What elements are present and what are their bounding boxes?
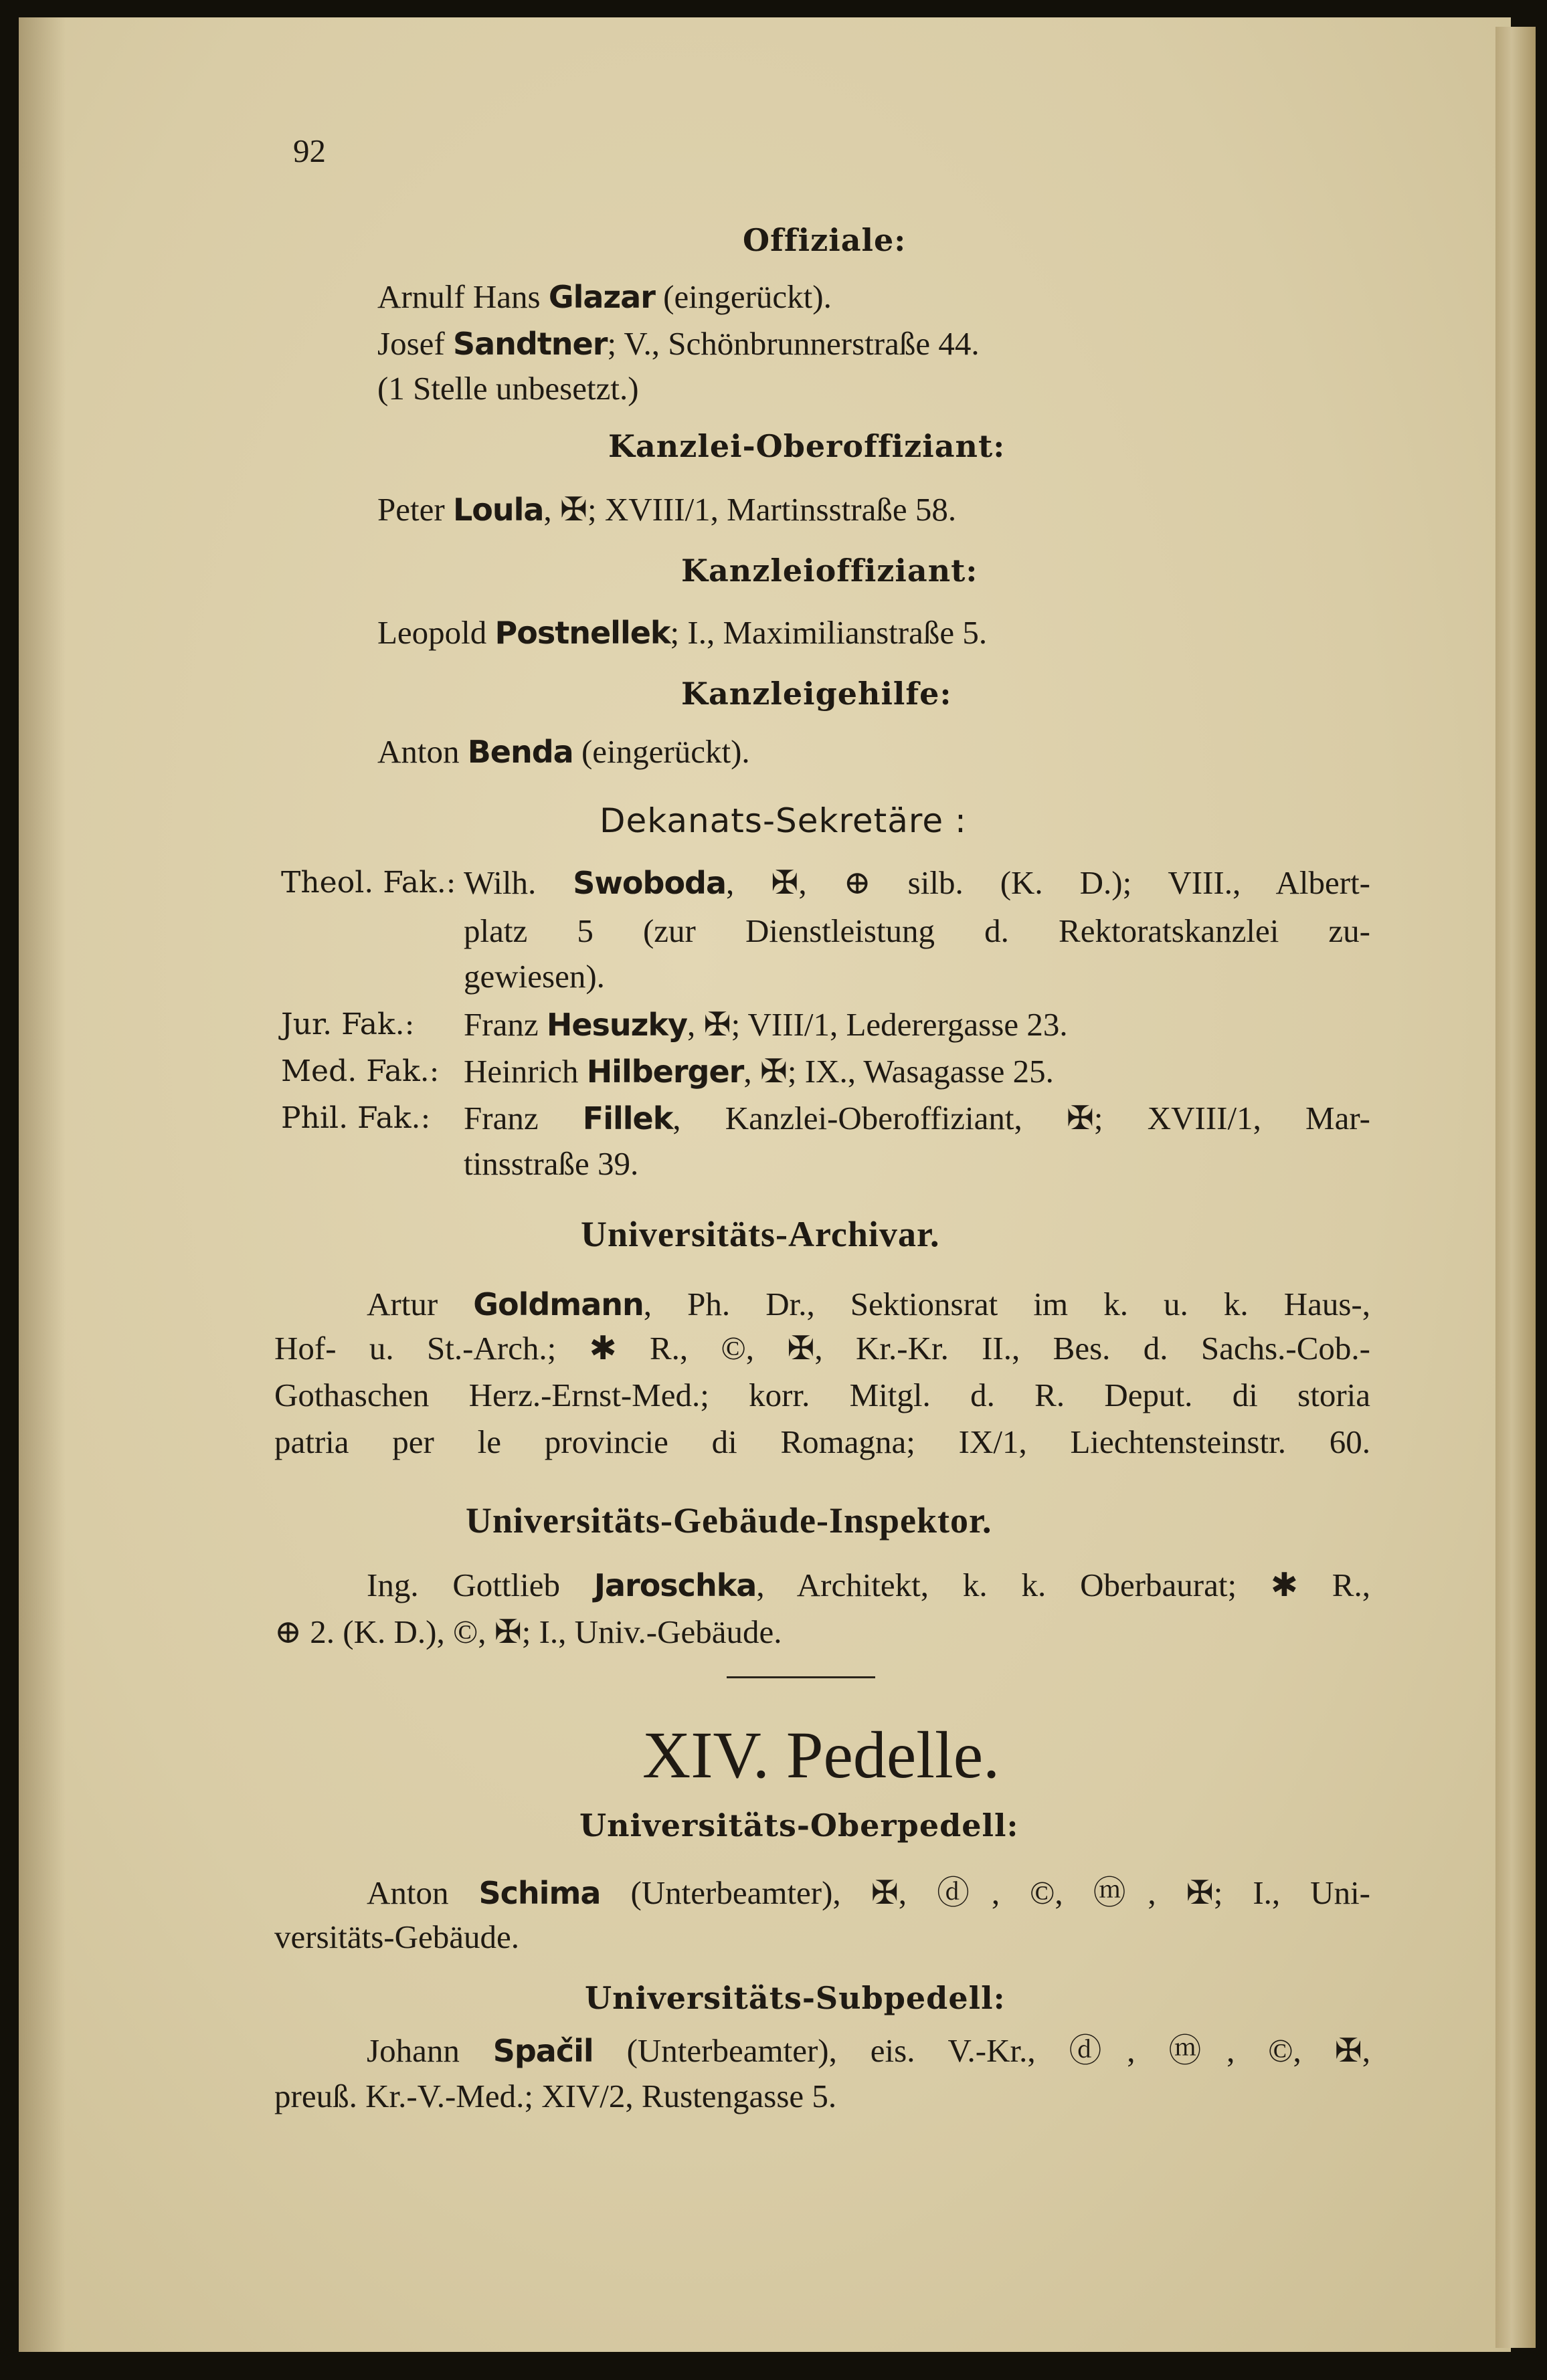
line-hilberger: Heinrich Hilberger, ✠; IX., Wasagasse 25. [464,1053,1054,1090]
label-phil-fak: Phil. Fak.: [281,1101,431,1135]
line-hesuzky: Franz Hesuzky, ✠; VIII/1, Lederergasse 23. [464,1006,1068,1043]
line-swoboda-1: Wilh. Swoboda, ✠, ⊕ silb. (K. D.); VIII., Albert- [464,864,1370,901]
line-swoboda-2: platz 5 (zur Dienstleistung d. Rektoratskanzlei zu- [464,912,1370,949]
line-fillek-1: Franz Fillek, Kanzlei-Oberoffiziant, ✠; XVIII/1, Mar- [464,1100,1370,1136]
line-goldmann-4: patria per le provincie di Romagna; IX/1, Liechtensteinstr. 60. [274,1423,1370,1460]
line-loula: Peter Loula, ✠; XVIII/1, Martinsstraße 58. [377,491,957,528]
heading-offiziale: Offiziale: [743,222,907,258]
line-spacil-2: preuß. Kr.-V.-Med.; XIV/2, Rustengasse 5. [274,2078,837,2114]
heading-universitaets-archivar: Universitäts-Archivar. [581,1214,940,1254]
line-goldmann-3: Gothaschen Herz.-Ernst-Med.; korr. Mitgl. d. R. Deput. di storia [274,1377,1370,1413]
heading-kanzlei-oberoffiziant: Kanzlei-Oberoffiziant: [608,428,1006,464]
heading-kanzleioffiziant: Kanzleioffiziant: [681,553,978,589]
page-gutter-shadow [19,17,66,2352]
line-sandtner: Josef Sandtner; V., Schönbrunnerstraße 44. [377,325,980,362]
label-jur-fak: Jur. Fak.: [281,1007,415,1042]
next-page-edge [1495,27,1536,2348]
line-benda: Anton Benda (eingerückt). [377,733,750,770]
line-goldmann-1: Artur Goldmann, Ph. Dr., Sektionsrat im k. u. k. Haus-, [367,1286,1370,1322]
book-page [19,17,1511,2352]
heading-kanzleigehilfe: Kanzleigehilfe: [681,676,952,712]
line-jaroschka-2: ⊕ 2. (K. D.), ©, ✠; I., Univ.-Gebäude. [274,1613,782,1650]
heading-oberpedell: Universitäts-Oberpedell: [579,1807,1019,1844]
label-theol-fak: Theol. Fak.: [281,866,456,900]
heading-dekanats-sekretaere: Dekanats-Sekretäre : [600,801,967,840]
label-med-fak: Med. Fak.: [281,1054,440,1088]
line-unbesetzt: (1 Stelle unbesetzt.) [377,370,639,407]
line-spacil-1: Johann Spačil (Unterbeamter), eis. V.-Kr., ⓓ, ⓜ, ©, ✠, [367,2032,1370,2069]
chapter-title: XIV. Pedelle. [642,1718,1000,1792]
line-fillek-2: tinsstraße 39. [464,1145,639,1182]
line-swoboda-3: gewiesen). [464,958,605,995]
heading-subpedell: Universitäts-Subpedell: [585,1980,1006,2016]
heading-gebaeude-inspektor: Universitäts-Gebäude-Inspektor. [466,1500,992,1541]
line-postnellek: Leopold Postnellek; I., Maximilianstraße 5. [377,614,988,651]
line-schima-2: versitäts-Gebäude. [274,1918,519,1955]
line-schima-1: Anton Schima (Unterbeamter), ✠, ⓓ, ©, ⓜ, ✠; I., Uni- [367,1874,1370,1911]
page-number: 92 [293,132,326,169]
line-glazar: Arnulf Hans Glazar (eingerückt). [377,278,832,315]
line-goldmann-2: Hof- u. St.-Arch.; ✱ R., ©, ✠, Kr.-Kr. II., Bes. d. Sachs.-Cob.- [274,1330,1370,1367]
line-jaroschka-1: Ing. Gottlieb Jaroschka, Architekt, k. k. Oberbaurat; ✱ R., [367,1567,1370,1603]
section-divider [727,1676,875,1678]
